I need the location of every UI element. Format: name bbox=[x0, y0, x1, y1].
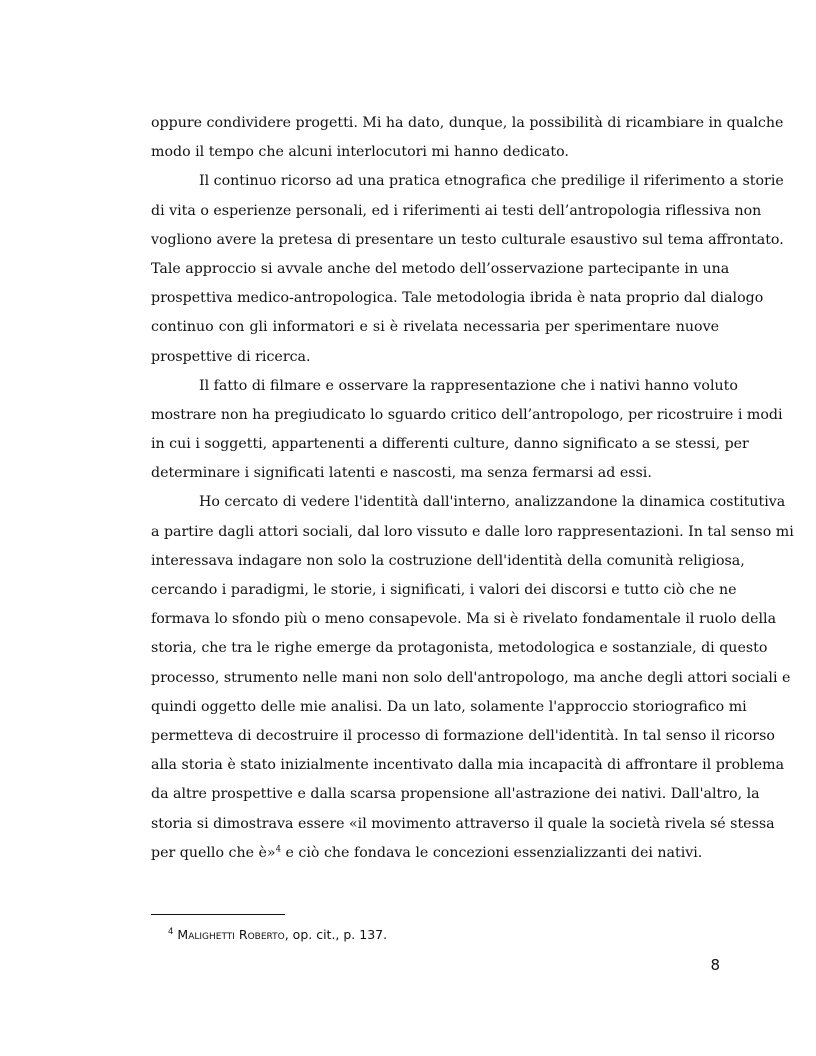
text-line: interessava indagare non solo la costruzione dell'identità della comunità religiosa, bbox=[151, 552, 745, 569]
body-text bbox=[151, 109, 794, 868]
footnote-number: 4 bbox=[168, 926, 174, 937]
text-line: Il continuo ricorso ad una pratica etnografica che predilige il riferimento a storie bbox=[199, 173, 784, 190]
text-line: mostrare non ha pregiudicato lo sguardo critico dell’antropologo, per ricostruire i modi bbox=[151, 406, 783, 423]
text-line: quindi oggetto delle mie analisi. Da un lato, solamente l'approccio storiografico mi bbox=[151, 698, 747, 715]
text-line: determinare i significati latenti e nascosti, ma senza fermarsi ad essi. bbox=[151, 465, 652, 482]
footnote-citation: , op. cit., p. 137. bbox=[284, 927, 388, 942]
text-line: Tale approccio si avvale anche del metodo dell’osservazione partecipante in una bbox=[151, 260, 730, 277]
footnote-separator bbox=[151, 914, 285, 915]
text-line: a partire dagli attori sociali, dal loro vissuto e dalle loro rappresentazioni. In tal senso mi bbox=[151, 523, 794, 540]
text-line: permetteva di decostruire il processo di formazione dell'identità. In tal senso il ricorso bbox=[151, 727, 775, 744]
text-line: continuo con gli informatori e si è rivelata necessaria per sperimentare nuove bbox=[151, 319, 719, 336]
footnote bbox=[168, 927, 387, 942]
text-fragment: per quello che è» bbox=[151, 844, 276, 861]
text-line: vogliono avere la pretesa di presentare un testo culturale esaustivo sul tema affrontato. bbox=[151, 231, 784, 248]
footnote-author: Malighetti Roberto bbox=[177, 927, 285, 942]
text-line: processo, strumento nelle mani non solo dell'antropologo, ma anche degli attori sociali e bbox=[151, 669, 791, 686]
text-line: prospettive di ricerca. bbox=[151, 348, 311, 365]
footnote-reference[interactable]: 4 bbox=[275, 843, 281, 854]
text-line: storia, che tra le righe emerge da protagonista, metodologica e sostanziale, di questo bbox=[151, 640, 768, 657]
text-line: Il fatto di filmare e osservare la rappresentazione che i nativi hanno voluto bbox=[199, 377, 738, 394]
text-line: alla storia è stato inizialmente incentivato dalla mia incapacità di affrontare il problema bbox=[151, 757, 785, 774]
text-line: cercando i paradigmi, le storie, i significati, i valori dei discorsi e tutto ciò che ne bbox=[151, 582, 737, 598]
text-line: oppure condividere progetti. Mi ha dato, dunque, la possibilità di ricambiare in qualche bbox=[151, 115, 784, 131]
text-line: in cui i soggetti, appartenenti a differenti culture, danno significato a se stessi, per bbox=[151, 436, 749, 453]
text-line: da altre prospettive e dalla scarsa propensione all'astrazione dei nativi. Dall'altro, la bbox=[151, 786, 760, 803]
text-line: formava lo sfondo più o meno consapevole. Ma si è rivelato fondamentale il ruolo della bbox=[151, 611, 777, 628]
page-number: 8 bbox=[710, 956, 720, 974]
text-line: Ho cercato di vedere l'identità dall'interno, analizzandone la dinamica costitutiva bbox=[199, 494, 786, 511]
text-line: prospettiva medico-antropologica. Tale metodologia ibrida è nata proprio dal dialogo bbox=[151, 290, 764, 307]
text-line bbox=[151, 839, 719, 868]
text-fragment: e ciò che fondava le concezioni essenzializzanti dei nativi. bbox=[281, 844, 703, 861]
text-line: storia si dimostrava essere «il movimento attraverso il quale la società rivela sé stessa bbox=[151, 815, 775, 832]
text-line: di vita o esperienze personali, ed i riferimenti ai testi dell’antropologia riflessiva non bbox=[151, 202, 762, 219]
text-line: modo il tempo che alcuni interlocutori mi hanno dedicato. bbox=[151, 144, 569, 161]
